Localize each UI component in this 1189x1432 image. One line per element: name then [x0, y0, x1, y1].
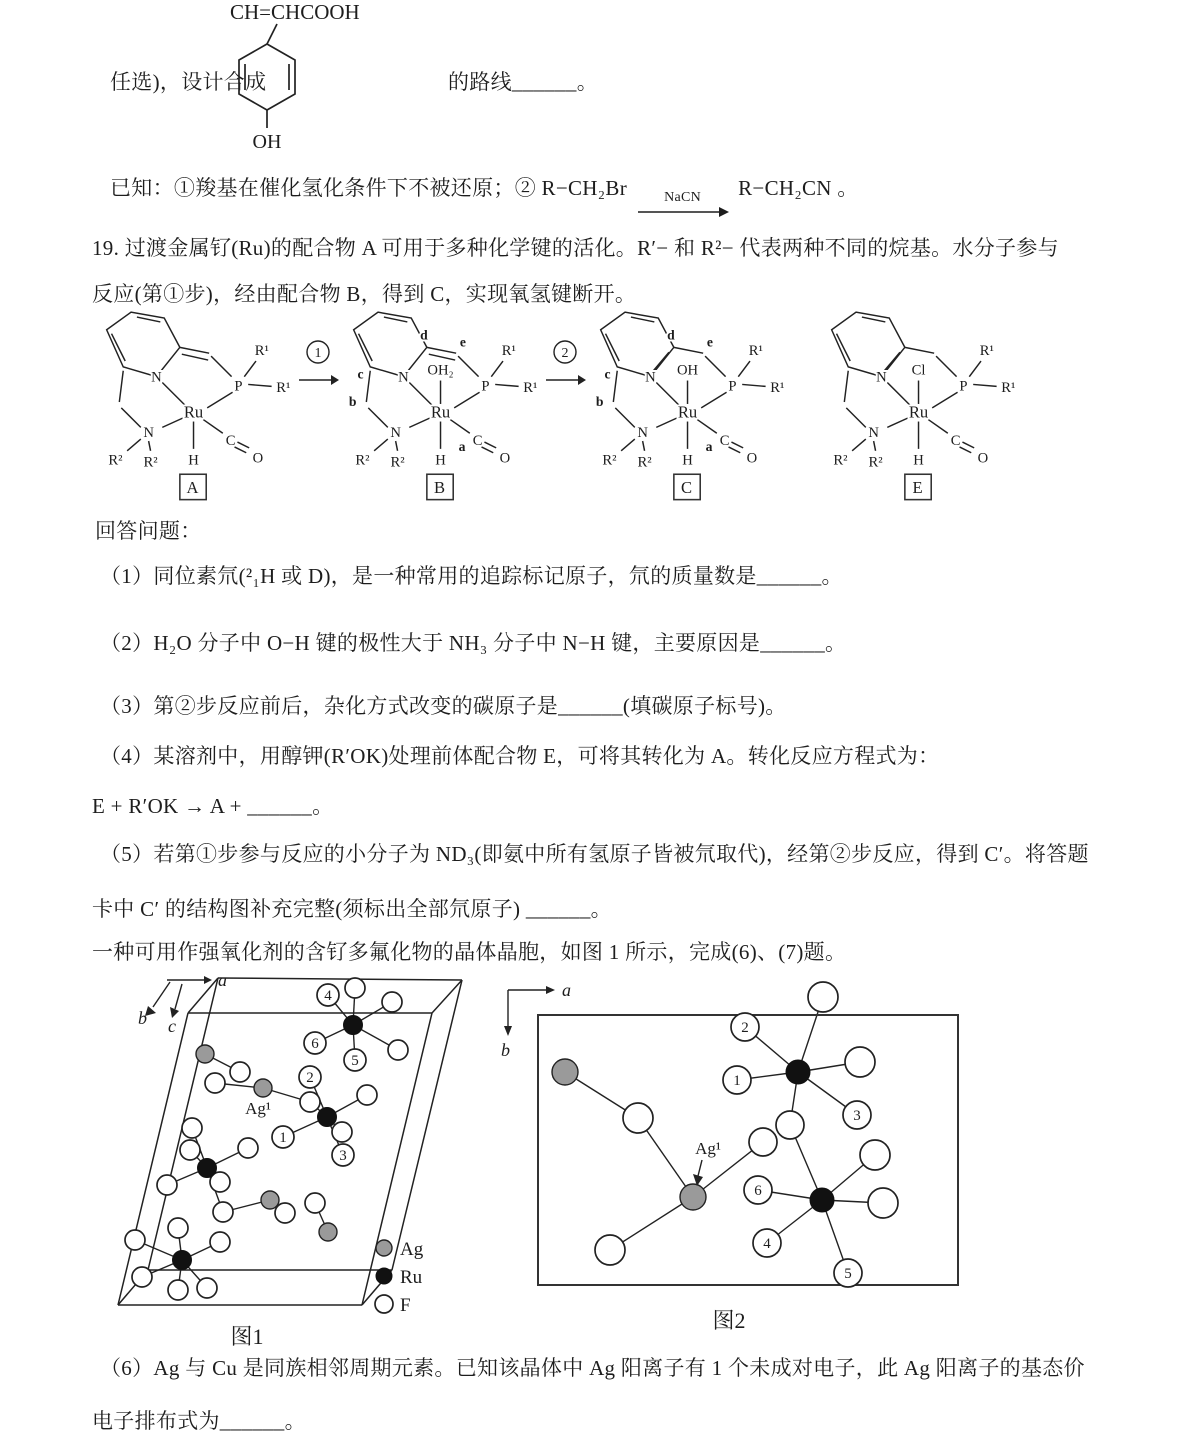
fig1-f2: 2	[306, 1070, 314, 1086]
benzene-ring	[239, 44, 295, 110]
atom-h: H	[188, 452, 199, 469]
step1-arrow	[297, 300, 339, 505]
fig1-axes	[138, 970, 227, 1036]
question-5-line1: （5）若第①步参与反应的小分子为 ND₃(即氨中所有氢原子皆被氘取代)，经第②步反应，得到 C′。将答题	[100, 842, 1089, 866]
crystal-intro: 一种可用作强氧化剂的含钌多氟化物的晶体晶胞，如图 1 所示，完成(6)、(7)题。	[92, 940, 847, 964]
atom-r2: R²	[637, 454, 652, 471]
atom-p: P	[234, 378, 243, 395]
fig1-f4: 4	[324, 988, 332, 1004]
intro-left-text: 任选)，设计合成	[110, 70, 267, 94]
bond-lines	[107, 312, 272, 453]
atom-r2: R²	[868, 454, 883, 471]
question-4-equation: E + R′OK → A + ______。	[92, 794, 334, 818]
atom-n-pyridine: N	[645, 369, 656, 386]
atom-r1: R¹	[501, 343, 516, 360]
known-conditions	[110, 172, 859, 218]
atom-o: O	[746, 450, 758, 467]
atom-c: C	[225, 432, 236, 449]
fig2-bonds	[565, 997, 883, 1273]
carbon-label-d: d	[420, 327, 428, 343]
atom-h: H	[682, 452, 693, 469]
fig1-caption: 图1	[230, 1324, 264, 1349]
complex-label-E: E	[912, 477, 923, 497]
phenol-acrylic-acid-molecule	[225, 0, 425, 160]
carbon-label-a: a	[458, 438, 466, 454]
fig2-f1: 1	[733, 1073, 741, 1089]
atom-n-pyridine: N	[151, 369, 162, 386]
fig1-legend	[375, 1239, 424, 1316]
bond-lines	[601, 312, 766, 453]
complex-label-C: C	[681, 477, 693, 497]
atom-r1: R¹	[254, 343, 269, 360]
reaction-arrow	[637, 191, 729, 218]
atom-ru: Ru	[908, 402, 929, 422]
carbon-label-d: d	[667, 327, 675, 343]
fig1-axis-b: b	[138, 1008, 147, 1028]
atom-r2: R²	[602, 452, 617, 469]
atom-r1: R¹	[770, 380, 785, 397]
atom-ru: Ru	[183, 402, 204, 422]
known-suffix: R−CH₂CN 。	[738, 176, 859, 200]
legend-f-swatch	[375, 1295, 393, 1313]
atom-n-pyridine: N	[876, 369, 887, 386]
fig2-f3: 3	[853, 1108, 861, 1124]
step2-number: 2	[561, 346, 569, 361]
fig1-axis-c: c	[168, 1016, 176, 1036]
atom-p: P	[728, 378, 737, 395]
step1-number: 1	[314, 346, 322, 361]
atom-ru: Ru	[430, 402, 451, 422]
figure-2-projection	[492, 968, 972, 1340]
atom-c: C	[719, 432, 730, 449]
legend-f-label: F	[400, 1295, 411, 1316]
complex-A-structure	[92, 300, 297, 505]
fig2-caption: 图2	[712, 1308, 746, 1333]
bond-lines	[354, 312, 519, 453]
fig1-f1: 1	[279, 1130, 287, 1146]
atom-ru: Ru	[677, 402, 698, 422]
fig1-f5: 5	[351, 1053, 359, 1069]
fig2-ag1-label: Ag¹	[695, 1139, 721, 1158]
atom-n-amine: N	[868, 425, 879, 442]
atom-r1: R¹	[1001, 380, 1016, 397]
atom-o: O	[499, 450, 511, 467]
legend-ag-swatch	[376, 1240, 392, 1256]
carbon-label-b: b	[595, 393, 604, 409]
legend-ru-swatch	[376, 1268, 392, 1284]
legend-ag-label: Ag	[400, 1239, 424, 1260]
q19-line1: 19. 过渡金属钌(Ru)的配合物 A 可用于多种化学键的活化。R′− 和 R²− 代表两种不同的烷基。水分子参与	[92, 236, 1059, 260]
figure-1-unit-cell	[112, 962, 482, 1352]
atom-n-amine: N	[143, 425, 154, 442]
atom-o: O	[977, 450, 989, 467]
carbon-label-e: e	[706, 334, 714, 350]
atom-p: P	[481, 378, 490, 395]
question-4-line1: （4）某溶剂中，用醇钾(R′OK)处理前体配合物 E，可将其转化为 A。转化反应方程式为：	[100, 744, 940, 768]
known-prefix: 已知：①羧基在催化氢化条件下不被还原；② R−CH₂Br	[110, 176, 627, 200]
complex-C-structure	[586, 300, 791, 505]
atom-n-pyridine: N	[398, 369, 409, 386]
atom-h: H	[435, 452, 446, 469]
apical-ligand-oh: OH	[676, 362, 699, 379]
arrow-icon	[637, 206, 729, 218]
atom-p: P	[959, 378, 968, 395]
carbon-label-a: a	[705, 438, 713, 454]
fig2-f6: 6	[754, 1183, 762, 1199]
atom-c: C	[950, 432, 961, 449]
fig1-f3: 3	[339, 1148, 347, 1164]
fig2-f5: 5	[844, 1266, 852, 1282]
complex-label-A: A	[186, 477, 199, 497]
atom-h: H	[913, 452, 924, 469]
question-6-line1: （6）Ag 与 Cu 是同族相邻周期元素。已知该晶体中 Ag 阳离子有 1 个未成对电子，此 Ag 阳离子的基态价	[100, 1356, 1085, 1380]
answer-prompt: 回答问题：	[95, 519, 202, 543]
legend-ru-label: Ru	[400, 1267, 423, 1288]
step2-arrow	[544, 300, 586, 505]
question-5-line2: 卡中 C′ 的结构图补充完整(须标出全部氘原子) ______。	[92, 897, 612, 921]
atom-r2: R²	[108, 452, 123, 469]
carbon-label-b: b	[348, 393, 357, 409]
hydroxyl-label: OH	[252, 131, 282, 153]
carbon-label-e: e	[459, 334, 467, 350]
atom-r2: R²	[390, 454, 405, 471]
complex-label-B: B	[434, 477, 446, 497]
atom-c: C	[472, 432, 483, 449]
carbon-label-c: c	[357, 366, 364, 382]
complex-E-structure	[817, 300, 1022, 505]
question-2: （2）H₂O 分子中 O−H 键的极性大于 NH₃ 分子中 N−H 键，主要原因是______。	[100, 631, 847, 655]
numbered-fluorine-atoms	[272, 984, 366, 1166]
fig2-axis-b: b	[501, 1040, 510, 1060]
apical-ligand-cl: Cl	[911, 362, 926, 379]
fig1-axis-a: a	[218, 970, 227, 990]
reagent-label: NaCN	[664, 190, 702, 205]
fig2-f2: 2	[741, 1020, 749, 1036]
fig2-axis-a: a	[562, 980, 571, 1000]
fig1-f6: 6	[311, 1036, 319, 1052]
side-chain-label: CH=CHCOOH	[230, 0, 360, 24]
question-6-line2: 电子排布式为______。	[92, 1409, 306, 1432]
atom-r1: R¹	[979, 343, 994, 360]
question-1: （1）同位素氘(²₁H 或 D)，是一种常用的追踪标记原子，氘的质量数是______。	[100, 564, 843, 588]
atom-r2: R²	[833, 452, 848, 469]
fig1-ag1-label: Ag¹	[245, 1099, 271, 1118]
atom-r1: R¹	[523, 380, 538, 397]
fig2-f4: 4	[763, 1236, 771, 1252]
intro-right-text: 的路线______。	[448, 70, 598, 94]
bond-lines	[832, 312, 997, 453]
reaction-scheme	[92, 300, 1022, 505]
question-3: （3）第②步反应前后，杂化方式改变的碳原子是______(填碳原子标号)。	[100, 694, 787, 718]
carbon-label-c: c	[604, 366, 611, 382]
atom-n-amine: N	[390, 425, 401, 442]
atom-n-amine: N	[637, 425, 648, 442]
atom-r1: R¹	[748, 343, 763, 360]
atom-r2: R²	[355, 452, 370, 469]
atom-r2: R²	[143, 454, 158, 471]
q19-line2: 反应(第①步)，经由配合物 B，得到 C，实现氧氢键断开。	[92, 282, 637, 306]
atom-r1: R¹	[276, 380, 291, 397]
complex-B-structure	[339, 300, 544, 505]
fig2-axes	[501, 980, 571, 1060]
apical-ligand-oh2: OH₂	[427, 362, 454, 379]
atom-o: O	[252, 450, 264, 467]
